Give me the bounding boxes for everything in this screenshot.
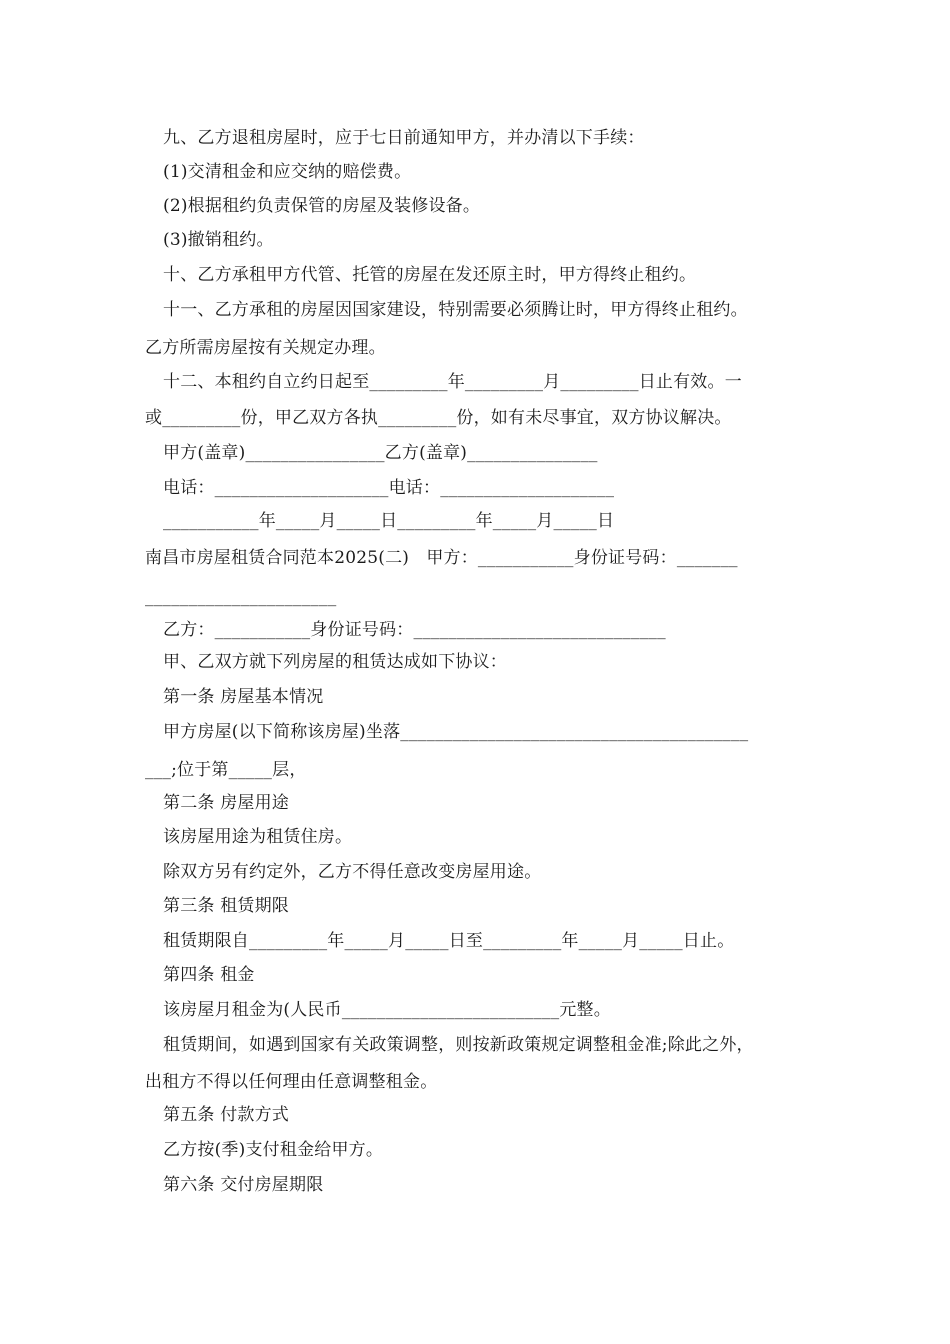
- clause-12: 十二、本租约自立约日起至_________年_________月_________日止有效。一: [163, 372, 742, 392]
- property-use: 该房屋用途为租赁住房。: [163, 827, 353, 847]
- clause-12-continued: 或_________份，甲乙双方各执_________份，如有未尽事宜，双方协议解决。: [145, 408, 732, 428]
- date-line: ___________年_____月_____日_________年_____月_____日: [163, 511, 615, 531]
- rent-adjustment-continued: 出租方不得以任何理由任意调整租金。: [145, 1072, 438, 1092]
- agreement-intro: 甲、乙双方就下列房屋的租赁达成如下协议：: [163, 652, 507, 672]
- party-b-line: 乙方：___________身份证号码：_____________________________: [163, 620, 666, 640]
- article-2-heading: 第二条 房屋用途: [163, 793, 290, 813]
- use-restriction: 除双方另有约定外，乙方不得任意改变房屋用途。: [163, 862, 542, 882]
- lease-term: 租赁期限自_________年_____月_____日至_________年_____月_____日止。: [163, 931, 735, 951]
- party-a-id-continued: ______________________: [145, 587, 337, 607]
- article-5-heading: 第五条 付款方式: [163, 1105, 290, 1125]
- procedure-item-3: (3)撤销租约。: [163, 230, 274, 250]
- phone-line: 电话：____________________电话：____________________: [163, 478, 615, 498]
- clause-11-continued: 乙方所需房屋按有关规定办理。: [145, 338, 386, 358]
- article-3-heading: 第三条 租赁期限: [163, 896, 290, 916]
- clause-11: 十一、乙方承租的房屋因国家建设，特别需要必须腾让时，甲方得终止租约。: [163, 300, 748, 320]
- contract-title-line: 南昌市房屋租赁合同范本2025(二) 甲方：___________身份证号码：_______: [145, 548, 738, 568]
- procedure-item-1: (1)交清租金和应交纳的赔偿费。: [163, 162, 412, 182]
- clause-9-notice: 九、乙方退租房屋时，应于七日前通知甲方，并办清以下手续：: [163, 128, 645, 148]
- procedure-item-2: (2)根据租约负责保管的房屋及装修设备。: [163, 196, 481, 216]
- signature-party-line: 甲方(盖章)________________乙方(盖章)_______________: [163, 443, 598, 463]
- payment-method: 乙方按(季)支付租金给甲方。: [163, 1140, 384, 1160]
- monthly-rent: 该房屋月租金为(人民币_________________________元整。: [163, 1000, 611, 1020]
- rent-adjustment: 租赁期间，如遇到国家有关政策调整，则按新政策规定调整租金准;除此之外，: [163, 1035, 754, 1055]
- article-6-heading: 第六条 交付房屋期限: [163, 1175, 324, 1195]
- article-1-heading: 第一条 房屋基本情况: [163, 687, 324, 707]
- article-4-heading: 第四条 租金: [163, 965, 255, 985]
- property-location: 甲方房屋(以下简称该房屋)坐落________________________________________: [163, 722, 749, 742]
- property-floor: ___;位于第_____层，: [145, 760, 307, 780]
- clause-10: 十、乙方承租甲方代管、托管的房屋在发还原主时，甲方得终止租约。: [163, 265, 697, 285]
